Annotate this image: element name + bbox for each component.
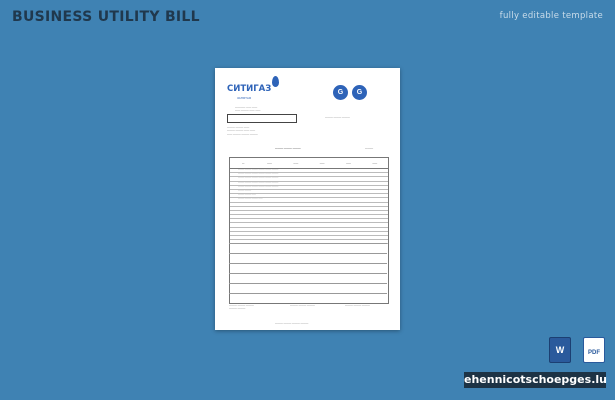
table-header: — —— —— —— —— —— [230,158,388,169]
table-row: ——— ——— ——— ——— ——— ——— [230,186,388,190]
invoice-date: ——— [365,147,374,150]
page-subtitle: fully editable template [499,11,603,21]
divider [229,253,387,254]
customer-lines: ——— ——— —— ——— ——— —— —— —— ——— ——— ——— [227,126,258,136]
table-row: ——— ——— ——— —— [230,198,388,202]
payment-box [227,114,297,123]
divider [229,243,387,244]
website-label[interactable]: ehennicotschoepges.lu [464,373,607,386]
table-row: ——— ——— ——— ——— ——— ——— [230,173,388,177]
gas-badge-icon: G [352,85,367,100]
table-row: ——— ——— ——— ——— ——— ——— [230,169,388,173]
flame-icon [272,76,279,87]
signature-block: ——— ——— ——— [345,304,370,307]
bill-document-preview[interactable] [215,68,400,330]
brand-tagline: ЗАПЯТАЯ [237,96,252,100]
divider [229,263,387,264]
divider [229,273,387,274]
table-row: ——— ——— ——— ——— ——— ——— [230,177,388,181]
table-row: ——— ——— ——— ——— ——— ——— [230,182,388,186]
word-format-icon[interactable]: W [549,337,571,363]
signature-block: ——— ——— ——— [290,304,315,307]
page-title: BUSINESS UTILITY BILL [12,9,200,25]
signature-block: ——— ——— ——— ——— ——— [229,304,254,311]
table-row: ——— ——— [230,190,388,194]
brand-name: СИТИГАЗ [227,84,272,94]
items-table [229,157,389,304]
divider [229,283,387,284]
address-block: ———— —— —— —— ——— —— —— ——— ——— ——— [235,106,261,116]
divider [229,293,387,294]
company-logo [227,78,271,100]
invoice-line: ——— ——— ——— [275,147,301,150]
pdf-format-icon[interactable]: PDF [583,337,605,363]
gas-badge-icon: G [333,85,348,100]
table-row: ——— ——— —— [230,194,388,198]
footer-note: ——— ——— ——— ——— [275,322,309,325]
note-text: ——— ——— ——— [325,116,350,119]
